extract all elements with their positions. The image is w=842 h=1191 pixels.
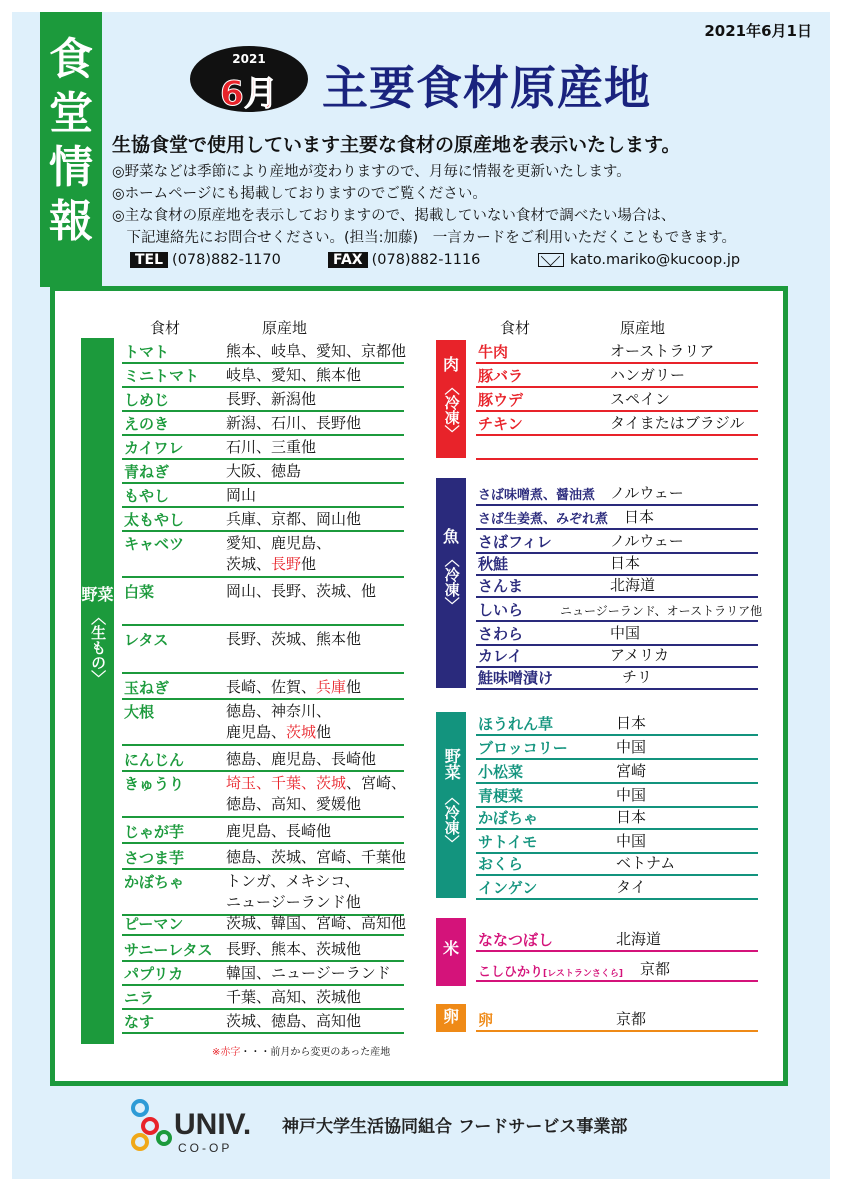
month-badge bbox=[190, 46, 308, 112]
item-name: 牛肉 bbox=[478, 343, 509, 361]
list-item bbox=[122, 508, 404, 532]
item-origin: 中国 bbox=[616, 786, 647, 804]
category-sidebar-vegetables bbox=[81, 338, 114, 1044]
category-sidebar-fish bbox=[436, 478, 466, 688]
list-item bbox=[476, 958, 758, 982]
list-item bbox=[476, 412, 758, 436]
list-item bbox=[476, 830, 758, 854]
category-sidebar-meat bbox=[436, 340, 466, 458]
item-name: さばフィレ bbox=[478, 533, 552, 551]
item-name: おくら bbox=[478, 855, 524, 873]
right-header-origin: 原産地 bbox=[620, 319, 666, 337]
item-name: レタス bbox=[124, 631, 169, 649]
item-origin: 茨城、韓国、宮崎、高知他 bbox=[226, 914, 407, 932]
category-label: 肉 bbox=[442, 355, 459, 374]
category-sidebar-frozen-vegetables bbox=[436, 712, 466, 898]
item-origin: 日本 bbox=[624, 508, 655, 526]
item-origin: ニュージーランド、オーストラリア他 bbox=[560, 604, 763, 618]
side-title-banner bbox=[40, 12, 102, 287]
item-origin: 中国 bbox=[616, 738, 647, 756]
item-origin: 中国 bbox=[610, 624, 641, 642]
list-item bbox=[122, 986, 404, 1010]
list-item bbox=[476, 482, 758, 506]
item-origin: 千葉、高知、茨城他 bbox=[226, 988, 362, 1006]
list-item bbox=[476, 1008, 758, 1032]
email-contact[interactable] bbox=[538, 252, 740, 268]
list-item bbox=[122, 628, 404, 674]
item-origin: 韓国、ニュージーランド bbox=[226, 964, 391, 982]
tel-label: TEL bbox=[130, 252, 168, 268]
category-sub-label: 〈冷凍〉 bbox=[442, 790, 461, 850]
item-origin: 埼玉、千葉、茨城、宮崎、 徳島、高知、愛媛他 bbox=[226, 774, 407, 813]
list-item bbox=[476, 852, 758, 876]
item-origin: 熊本、岐阜、愛知、京都他 bbox=[226, 342, 407, 360]
item-name: 玉ねぎ bbox=[124, 679, 170, 697]
item-name: かぼちゃ bbox=[124, 873, 185, 891]
list-item bbox=[476, 598, 763, 622]
item-origin: 中国 bbox=[616, 832, 647, 850]
lead-text: 生協食堂で使用しています主要な食材の原産地を表示いたします。 bbox=[112, 134, 681, 156]
item-origin: 大阪、徳島 bbox=[226, 462, 302, 480]
left-header-item: 食材 bbox=[150, 319, 181, 337]
list-item bbox=[122, 460, 404, 484]
item-name: カレイ bbox=[478, 647, 523, 665]
item-origin: 京都 bbox=[616, 1010, 647, 1028]
item-name: 大根 bbox=[124, 703, 155, 721]
left-header-origin: 原産地 bbox=[262, 319, 308, 337]
item-name: サニーレタス bbox=[124, 941, 213, 959]
fax-number: (078)882-1116 bbox=[371, 252, 481, 268]
item-origin: チリ bbox=[622, 668, 653, 686]
fax-contact bbox=[328, 252, 480, 268]
category-sidebar-egg bbox=[436, 1004, 466, 1032]
item-origin: 長野、茨城、熊本他 bbox=[226, 630, 362, 648]
item-name: 豚ウデ bbox=[478, 391, 524, 409]
item-name: 太もやし bbox=[124, 511, 185, 529]
item-origin: 北海道 bbox=[616, 930, 662, 948]
note-line: ◎主な食材の原産地を表示しておりますので、掲載していない食材で調べたい場合は、 bbox=[112, 208, 676, 224]
category-sub-label: 〈生もの〉 bbox=[89, 610, 108, 686]
list-item bbox=[476, 736, 758, 760]
item-name: ブロッコリー bbox=[478, 739, 568, 757]
item-name: 秋鮭 bbox=[478, 555, 509, 573]
list-item bbox=[122, 962, 404, 986]
item-origin: 日本 bbox=[616, 714, 647, 732]
item-name: えのき bbox=[124, 415, 170, 433]
note-line: ◎ホームページにも掲載しておりますのでご覧ください。 bbox=[112, 186, 487, 202]
note-line: 下記連絡先にお問合せください。(担当:加藤) 一言カードをご利用いただくこともできます。 bbox=[112, 230, 737, 246]
item-name: さつま芋 bbox=[124, 849, 185, 867]
tel-number: (078)882-1170 bbox=[172, 252, 281, 268]
item-origin: ノルウェー bbox=[610, 484, 684, 502]
list-item bbox=[122, 364, 404, 388]
item-origin: オーストラリア bbox=[610, 342, 715, 360]
item-origin: 石川、三重他 bbox=[226, 438, 317, 456]
item-origin: 新潟、石川、長野他 bbox=[226, 414, 362, 432]
item-origin: 長野、熊本、茨城他 bbox=[226, 940, 362, 958]
item-name: カイワレ bbox=[124, 439, 184, 457]
item-origin: 岐阜、愛知、熊本他 bbox=[226, 366, 362, 384]
item-origin: 鹿児島、長崎他 bbox=[226, 822, 332, 840]
list-item bbox=[122, 532, 404, 578]
item-name: ニラ bbox=[124, 989, 155, 1007]
issue-date: 2021年6月1日 bbox=[704, 22, 812, 40]
item-origin: ハンガリー bbox=[610, 366, 686, 384]
category-label: 野菜 bbox=[81, 585, 114, 604]
item-name: さわら bbox=[478, 625, 524, 643]
item-name: 白菜 bbox=[124, 583, 155, 601]
item-name: 豚バラ bbox=[478, 367, 524, 385]
item-origin: 岡山 bbox=[226, 486, 257, 504]
list-item bbox=[122, 676, 404, 700]
list-item bbox=[476, 340, 758, 364]
item-origin: 長野、新潟他 bbox=[226, 390, 317, 408]
item-name: じゃが芋 bbox=[124, 823, 185, 841]
list-item bbox=[476, 530, 758, 554]
item-name: 卵 bbox=[478, 1011, 494, 1029]
list-item bbox=[476, 364, 758, 388]
item-name: パプリカ bbox=[124, 965, 184, 983]
list-item bbox=[476, 928, 758, 952]
list-item bbox=[122, 700, 404, 746]
badge-year: 2021 bbox=[232, 52, 266, 66]
category-sub-label: 〈冷凍〉 bbox=[442, 552, 461, 613]
item-origin: ノルウェー bbox=[610, 532, 684, 550]
list-item bbox=[122, 846, 407, 870]
list-item bbox=[476, 712, 758, 736]
item-name: しめじ bbox=[124, 391, 170, 409]
list-item bbox=[122, 1010, 404, 1034]
item-origin: 徳島、茨城、宮崎、千葉他 bbox=[226, 848, 407, 866]
item-origin: 茨城、徳島、高知他 bbox=[226, 1012, 362, 1030]
item-origin: 兵庫、京都、岡山他 bbox=[226, 510, 362, 528]
item-name: サトイモ bbox=[478, 833, 538, 851]
page-title: 主要食材原産地 bbox=[322, 61, 651, 115]
side-title-char: 食 bbox=[49, 34, 93, 85]
category-label: 米 bbox=[442, 939, 459, 958]
right-header-item: 食材 bbox=[500, 319, 531, 337]
item-origin: 岡山、長野、茨城、他 bbox=[226, 582, 377, 600]
tel-contact bbox=[130, 252, 281, 268]
item-name: さば生姜煮、みぞれ煮 bbox=[478, 512, 609, 527]
list-item bbox=[122, 436, 404, 460]
item-name: にんじん bbox=[124, 751, 185, 769]
item-name: きゅうり bbox=[124, 775, 185, 793]
item-name: さんま bbox=[478, 577, 524, 595]
item-name: キャベツ bbox=[124, 535, 185, 553]
item-origin: スペイン bbox=[610, 390, 671, 408]
note-line: ◎野菜などは季節により産地が変わりますので、月毎に情報を更新いたします。 bbox=[112, 164, 631, 180]
mail-icon bbox=[538, 253, 564, 267]
list-item bbox=[476, 784, 758, 808]
list-item bbox=[122, 484, 404, 508]
list-item bbox=[476, 552, 758, 576]
list-item bbox=[122, 820, 404, 844]
fax-label: FAX bbox=[328, 252, 368, 268]
category-sidebar-rice bbox=[436, 918, 466, 986]
list-item bbox=[476, 876, 758, 900]
list-item bbox=[122, 340, 407, 364]
item-name: インゲン bbox=[478, 879, 538, 897]
list-item bbox=[476, 622, 758, 646]
item-name: 青ねぎ bbox=[124, 463, 170, 481]
item-origin: 日本 bbox=[616, 808, 647, 826]
list-item bbox=[122, 870, 404, 916]
item-origin: 徳島、神奈川、 鹿児島、茨城他 bbox=[226, 702, 332, 741]
item-name: もやし bbox=[124, 487, 170, 505]
list-item bbox=[122, 412, 404, 436]
item-name: 鮭味噌漬け bbox=[478, 669, 554, 687]
item-origin: タイまたはブラジル bbox=[610, 414, 745, 432]
item-origin: 北海道 bbox=[610, 576, 656, 594]
list-item bbox=[122, 388, 404, 412]
legend-note: ※赤字・・・前月から変更のあった産地 bbox=[212, 1047, 391, 1058]
list-item bbox=[122, 772, 407, 818]
list-item bbox=[476, 388, 758, 412]
item-origin: 徳島、鹿児島、長崎他 bbox=[226, 750, 377, 768]
item-name: ほうれん草 bbox=[478, 715, 554, 733]
list-item-empty bbox=[476, 436, 758, 460]
category-label: 魚 bbox=[442, 527, 459, 546]
coop-logo-graphic bbox=[128, 1096, 278, 1156]
badge-month: 6月 bbox=[220, 74, 278, 114]
item-origin: 宮崎 bbox=[616, 762, 647, 780]
item-origin: 愛知、鹿児島、 茨城、長野他 bbox=[226, 534, 332, 573]
item-origin: 長崎、佐賀、兵庫他 bbox=[226, 678, 362, 696]
item-name: ミニトマト bbox=[124, 367, 200, 385]
item-name: ピーマン bbox=[124, 915, 184, 933]
item-name: 小松菜 bbox=[478, 763, 524, 781]
item-name: こしひかり[レストランさくら] bbox=[478, 965, 623, 980]
list-item bbox=[476, 644, 758, 668]
item-origin: アメリカ bbox=[610, 646, 669, 664]
item-name: さば味噌煮、醤油煮 bbox=[478, 488, 596, 503]
organization-name: 神戸大学生活協同組合 フードサービス事業部 bbox=[282, 1117, 628, 1137]
category-label: 卵 bbox=[442, 1007, 459, 1026]
item-origin: タイ bbox=[616, 878, 646, 896]
item-name: 青梗菜 bbox=[478, 787, 524, 805]
item-origin: ベトナム bbox=[616, 854, 676, 872]
list-item bbox=[476, 506, 758, 530]
logo-subtext: CO-OP bbox=[178, 1141, 233, 1155]
coop-logo bbox=[128, 1096, 278, 1156]
list-item bbox=[476, 806, 758, 830]
list-item bbox=[122, 938, 404, 962]
item-origin: 日本 bbox=[610, 554, 641, 572]
item-name: なす bbox=[124, 1013, 155, 1031]
item-name: ななつぼし bbox=[478, 931, 554, 949]
side-title-char: 報 bbox=[49, 196, 93, 247]
list-item bbox=[476, 666, 758, 690]
list-item bbox=[476, 574, 758, 598]
item-origin: トンガ、メキシコ、 ニュージーランド他 bbox=[226, 872, 361, 911]
item-name: チキン bbox=[478, 415, 523, 433]
side-title-char: 情 bbox=[49, 142, 93, 193]
side-title-char: 堂 bbox=[49, 88, 93, 139]
item-name: しいら bbox=[478, 601, 524, 619]
list-item bbox=[476, 760, 758, 784]
email-address[interactable]: kato.mariko@kucoop.jp bbox=[570, 252, 741, 268]
list-item bbox=[122, 748, 404, 772]
item-name: かぼちゃ bbox=[478, 809, 539, 827]
category-label: 野菜 bbox=[442, 748, 462, 780]
category-sub-label: 〈冷凍〉 bbox=[442, 380, 461, 441]
logo-text: UNIV. bbox=[174, 1108, 252, 1141]
item-name: トマト bbox=[124, 343, 170, 361]
list-item bbox=[122, 580, 404, 626]
item-origin: 京都 bbox=[640, 960, 671, 978]
list-item bbox=[122, 912, 407, 936]
